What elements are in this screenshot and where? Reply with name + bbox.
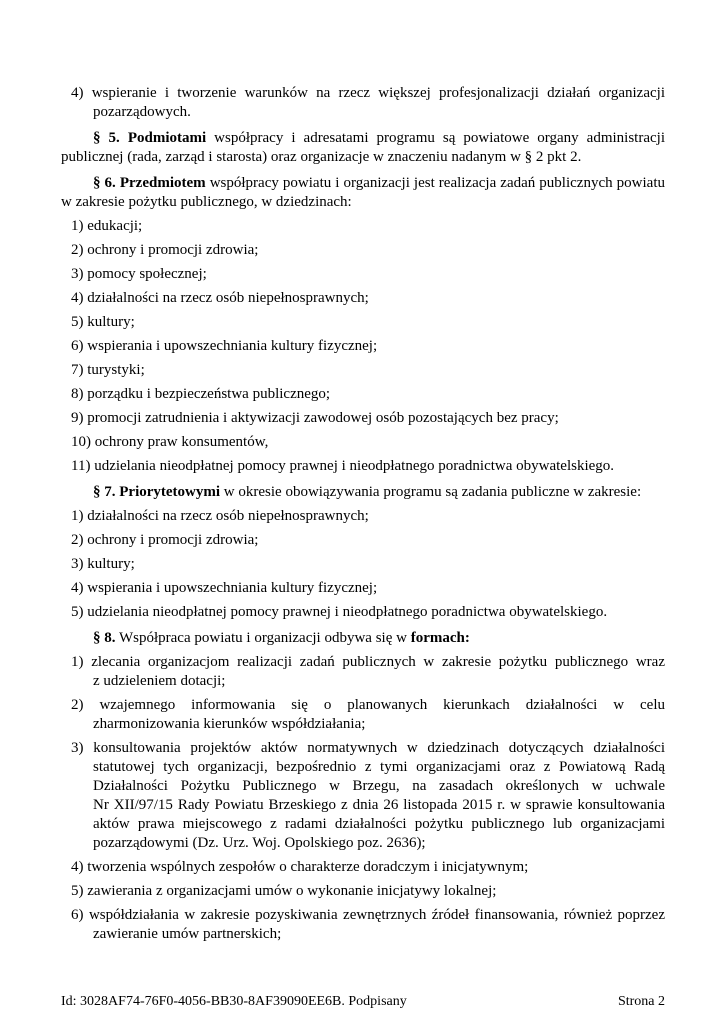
paragraph-7 [61, 483, 665, 502]
list-item-text: promocji zatrudnienia i aktywizacji zawodowej osób pozostających bez pracy; [87, 410, 559, 426]
footer-doc-id: Id: 3028AF74-76F0-4056-BB30-8AF39090EE6B. Podpisany [61, 994, 407, 1009]
list-item-text: porządku i bezpieczeństwa publicznego; [87, 386, 331, 402]
list-item-marker: 3) [71, 266, 84, 282]
list-item [61, 241, 665, 260]
paragraph-5-text: współpracy i adresatami programu są powiatowe organy administracji publicznej (rada, zarząd i starosta) oraz organizacje w znaczeniu nadanym w § 2 pkt 2. [61, 130, 665, 165]
list-item-marker: 4) [71, 290, 84, 306]
list-item-marker: 6) [71, 907, 84, 923]
paragraph-6-lead: § 6. Przedmiotem [93, 175, 206, 191]
list-item [61, 906, 665, 944]
list-item-text: wspierania i upowszechniania kultury fizycznej; [87, 580, 378, 596]
paragraph-5 [61, 129, 665, 167]
paragraph-8-lead: § 8. [93, 630, 116, 646]
list-item-marker: 2) [71, 532, 84, 548]
paragraph-8 [61, 629, 665, 648]
list-item-marker: 3) [71, 740, 84, 756]
list-item-marker: 4) [71, 859, 84, 875]
list-item-marker: 1) [71, 218, 84, 234]
list-item [61, 507, 665, 526]
list-item-text: konsultowania projektów aktów normatywnych w dziedzinach dotyczących działalności statutowej tych organizacji, bezpośrednio z tymi organizacjami oraz z Powiatową Radą Działalności Pożytku Publicznego w Brzegu, na zasadach określonych w uchwale Nr XII/97/15 Rady Powiatu Brzeskiego z dnia 26 listopada 2015 r. w sprawie konsultowania aktów prawa miejscowego z radami działalności pożytku publicznego lub organizacjami pozarządowymi (Dz. Urz. Woj. Opolskiego poz. 2636); [93, 740, 665, 851]
list-item-text: wspierania i upowszechniania kultury fizycznej; [87, 338, 378, 354]
list-item [61, 409, 665, 428]
list-item [61, 653, 665, 691]
list-item-marker: 3) [71, 556, 84, 572]
list-item-text: ochrony praw konsumentów, [94, 434, 269, 450]
list-item-marker: 11) [71, 458, 91, 474]
list-item [61, 361, 665, 380]
paragraph-6 [61, 174, 665, 212]
list-item-intro [61, 84, 665, 122]
list-item-marker: 10) [71, 434, 91, 450]
list-item-marker: 2) [71, 697, 84, 713]
list-item [61, 696, 665, 734]
list-item-text: udzielania nieodpłatnej pomocy prawnej i nieodpłatnego poradnictwa obywatelskiego. [87, 604, 608, 620]
list-item [61, 337, 665, 356]
paragraph-5-lead: § 5. Podmiotami [93, 130, 207, 146]
list-item-text: ochrony i promocji zdrowia; [87, 242, 259, 258]
list-item [61, 603, 665, 622]
list-item [61, 579, 665, 598]
list-item-text: edukacji; [87, 218, 143, 234]
list-item-text: turystyki; [87, 362, 145, 378]
list-item [61, 433, 665, 452]
list-item-marker: 2) [71, 242, 84, 258]
paragraph-7-lead: § 7. Priorytetowymi [93, 484, 221, 500]
list-item [61, 385, 665, 404]
paragraph-7-text: w okresie obowiązywania programu są zadania publiczne w zakresie: [220, 484, 642, 500]
list-item-marker: 5) [71, 604, 84, 620]
list-item-marker: 7) [71, 362, 84, 378]
footer-page-number: Strona 2 [617, 994, 665, 1009]
list-item-text: współdziałania w zakresie pozyskiwania zewnętrznych źródeł finansowania, również poprzez zawieranie umów partnerskich; [88, 907, 666, 942]
paragraph-8-emphasis: formach: [410, 630, 470, 646]
list-item [61, 457, 665, 476]
list-item-text: działalności na rzecz osób niepełnosprawnych; [87, 508, 369, 524]
list-item-marker: 5) [71, 883, 84, 899]
list-item-marker: 9) [71, 410, 84, 426]
list-priorytety [61, 507, 665, 622]
list-item-text: tworzenia wspólnych zespołów o charakterze doradczym i inicjatywnym; [87, 859, 529, 875]
list-item-text: ochrony i promocji zdrowia; [87, 532, 259, 548]
list-item [61, 217, 665, 236]
list-item-marker: 1) [71, 654, 84, 670]
list-item-marker: 8) [71, 386, 84, 402]
list-dziedziny [61, 217, 665, 476]
list-item-text: zawierania z organizacjami umów o wykonanie inicjatywy lokalnej; [87, 883, 497, 899]
list-item-text: udzielania nieodpłatnej pomocy prawnej i nieodpłatnego poradnictwa obywatelskiego. [94, 458, 615, 474]
list-item [61, 858, 665, 877]
list-formy [61, 653, 665, 944]
list-item [61, 882, 665, 901]
list-item-text: pomocy społecznej; [87, 266, 207, 282]
list-item [61, 313, 665, 332]
list-item-text: kultury; [87, 314, 135, 330]
list-item-marker: 6) [71, 338, 84, 354]
list-item-text: zlecania organizacjom realizacji zadań publicznych w zakresie pożytku publicznego wraz z udzieleniem dotacji; [91, 654, 665, 689]
document-content [61, 84, 665, 944]
list-item-marker: 5) [71, 314, 84, 330]
paragraph-6-text: współpracy powiatu i organizacji jest realizacja zadań publicznych powiatu w zakresie pożytku publicznego, w dziedzinach: [61, 175, 665, 210]
list-item-text: wzajemnego informowania się o planowanych kierunkach działalności w celu zharmonizowania kierunków współdziałania; [93, 697, 666, 732]
list-item [61, 289, 665, 308]
list-item-text: kultury; [87, 556, 135, 572]
paragraph-8-text: Współpraca powiatu i organizacji odbywa się w [115, 630, 411, 646]
list-item-marker: 4) [71, 85, 84, 101]
list-item-text: działalności na rzecz osób niepełnosprawnych; [87, 290, 369, 306]
list-item-marker: 4) [71, 580, 84, 596]
list-item [61, 265, 665, 284]
list-item [61, 531, 665, 550]
list-item-text: wspieranie i tworzenie warunków na rzecz większej profesjonalizacji działań organizacji pozarządowych. [91, 85, 665, 120]
list-item-marker: 1) [71, 508, 84, 524]
list-item [61, 555, 665, 574]
list-item [61, 739, 665, 853]
page-footer [61, 993, 665, 1010]
